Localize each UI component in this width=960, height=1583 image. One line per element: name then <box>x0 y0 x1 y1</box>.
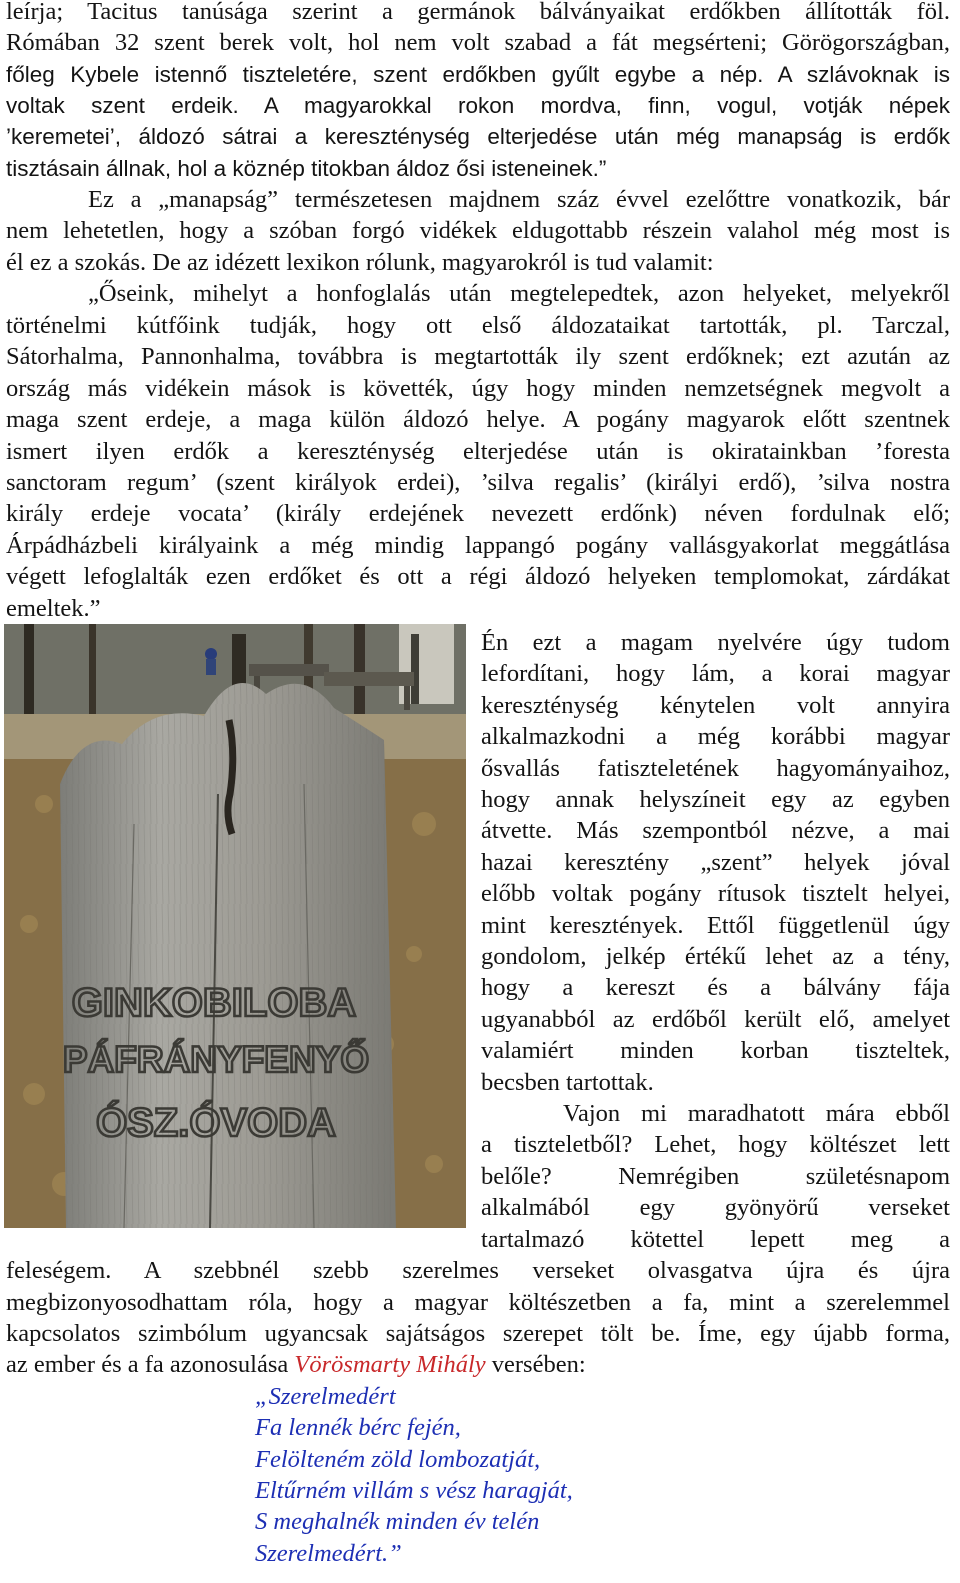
wooden-sign-photo <box>4 624 466 1228</box>
column-line: hogy annak helyszíneit egy az egyben <box>481 786 950 813</box>
text-line-with-poet <box>6 1349 950 1380</box>
quote-line: király erdeje vocata’ (király erdejének nevezett erdőnk) néven fordulnak elő; <box>6 500 950 527</box>
text-line: főleg Kybele istennő tiszteletére, szent erdőkben gyűlt egybe a nép. A szlávoknak is <box>6 62 950 87</box>
column-line: alkalmából egy gyönyörű verseket <box>481 1194 950 1221</box>
poem-line: Szerelmedért.” <box>255 1540 402 1567</box>
text-line: tisztásain állnak, hol a köznép titokban áldoz ősi isteneinek.” <box>6 156 607 181</box>
poem-line: „Szerelmedért <box>255 1383 396 1410</box>
poem-line: Felölteném zöld lombozatját, <box>255 1446 541 1473</box>
text-line: él ez a szokás. De az idézett lexikon rólunk, magyarokról is tud valamit: <box>6 249 714 276</box>
text-line: feleségem. A szebbnél szebb szerelmes verseket olvasgatva újra és újra <box>6 1257 950 1284</box>
text-line: Rómában 32 szent berek volt, hol nem volt szabad a fát megsérteni; Görögországban, <box>6 29 950 56</box>
column-line: mint keresztények. Ettől függetlenül úgy <box>481 912 950 939</box>
quote-line: ország más vidékein mások is követték, úgy hogy minden nemzetségnek megvolt a <box>6 375 950 402</box>
column-line: kereszténység kénytelen volt annyira <box>481 692 950 719</box>
text-line: kapcsolatos szimbólum ugyancsak sajátságos szerepet tölt be. Íme, egy újabb forma, <box>6 1320 950 1347</box>
text-fragment: versében: <box>485 1351 586 1378</box>
column-line: átvette. Más szempontból nézve, a mai <box>481 817 950 844</box>
carved-text-line-2: PÁFRÁNYFENYŐ <box>62 1039 370 1080</box>
column-line: előbb voltak pogány rítusok tisztelt helyei, <box>481 880 950 907</box>
poem-line: Eltűrném villám s vész haragját, <box>255 1477 573 1504</box>
column-line: belőle? Nemrégiben születésnapom <box>481 1163 950 1190</box>
column-line: ősvallás fatiszteletének hagyományaihoz, <box>481 755 950 782</box>
text-line: Ez a „manapság” természetesen majdnem száz évvel ezelőttre vonatkozik, bár <box>88 186 950 213</box>
quote-line: sanctoram regum’ (szent királyok erdei), ’silva regalis’ (királyi erdő), ’silva nostra <box>6 469 950 496</box>
quote-line: Árpádházbeli királyaink a még mindig lappangó pogány vallásgyakorlat meggátlása <box>6 532 950 559</box>
carved-text-line-3: ÓSZ.ÓVODA <box>95 1101 337 1145</box>
quote-line: Sátorhalma, Pannonhalma, továbbra is megtartották ily szent erdőknek; ezt azután az <box>6 343 950 370</box>
column-line: tartalmazó kötettel lepett meg a <box>481 1226 950 1253</box>
column-line: gondolom, jelkép értékű lehet az a tény, <box>481 943 950 970</box>
quote-line: végett lefoglalták ezen erdőket és ott a régi áldozó helyeken templomokat, zárdákat <box>6 563 950 590</box>
column-line: alkalmazkodni a még korábbi magyar <box>481 723 950 750</box>
quote-line: „Őseink, mihelyt a honfoglalás után megtelepedtek, azon helyeket, melyekről <box>88 280 950 307</box>
text-line: leírja; Tacitus tanúsága szerint a germánok bálványaikat erdőkben állították föl. <box>6 0 950 25</box>
column-line: hazai keresztény „szent” helyek jóval <box>481 849 950 876</box>
text-fragment: az ember és a fa azonosulása <box>6 1351 295 1378</box>
column-line: becsben tartottak. <box>481 1069 654 1096</box>
text-line: megbizonyosodhattam róla, hogy a magyar költészetben a fa, mint a szerelemmel <box>6 1289 950 1316</box>
quote-line: emeltek.” <box>6 595 101 622</box>
quote-line: történelmi kútfőink tudják, hogy ott első áldozataikat tartották, pl. Tarczal, <box>6 312 950 339</box>
column-line: hogy a kereszt és a bálvány fája <box>481 974 950 1001</box>
column-line: valamiért minden korban tiszteltek, <box>481 1037 950 1064</box>
poem-line: S meghalnék minden év telén <box>255 1508 540 1535</box>
quote-line: ismert ilyen erdők a kereszténység elterjedése után is okiratainkban ’foresta <box>6 438 950 465</box>
quote-line: maga szent erdeje, a maga külön áldozó helye. A pogány magyarok előtt szentnek <box>6 406 950 433</box>
carved-text-line-1: GINKOBILOBA <box>71 981 357 1025</box>
column-line: a tiszteletből? Lehet, hogy költészet lett <box>481 1131 950 1158</box>
poem-line: Fa lennék bérc fején, <box>255 1414 461 1441</box>
text-line: ’keremetei’, áldozó sátrai a kereszténység elterjedése után még manapság is erdők <box>6 124 950 149</box>
text-line: voltak szent erdeik. A magyarokkal rokon mordva, finn, vogul, votják népek <box>6 93 950 118</box>
poet-name: Vörösmarty Mihály <box>294 1351 486 1378</box>
column-line: Vajon mi maradhatott mára ebből <box>563 1100 950 1127</box>
column-line: lefordítani, hogy lám, a korai magyar <box>481 660 950 687</box>
column-line: ugyanabból az erdőből került elő, amelyet <box>481 1006 950 1033</box>
column-line: Én ezt a magam nyelvére úgy tudom <box>481 629 950 656</box>
text-line: nem lehetetlen, hogy a szóban forgó vidékek eldugottabb részein valahol még most is <box>6 217 950 244</box>
